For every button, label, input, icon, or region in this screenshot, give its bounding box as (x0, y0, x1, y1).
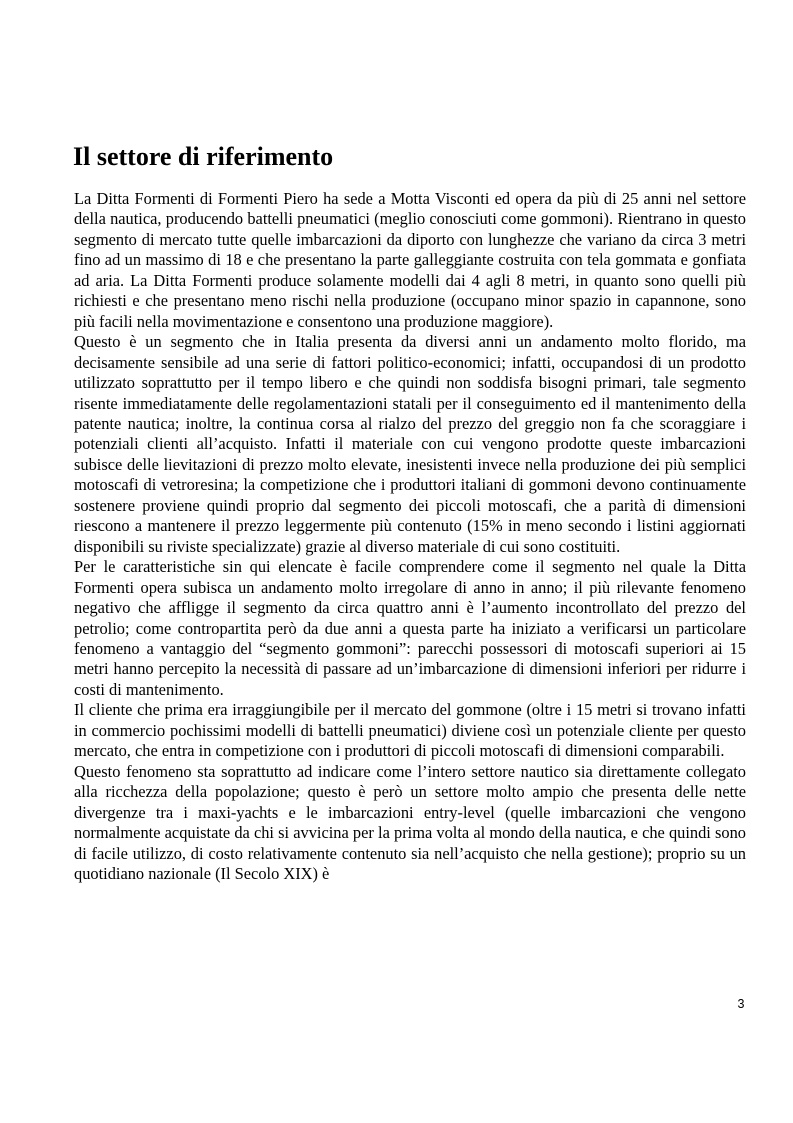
page-number: 3 (737, 997, 745, 1011)
paragraph: Questo fenomeno sta soprattutto ad indicare come l’intero settore nautico sia direttamente collegato alla ricchezza della popolazione; questo è però un settore molto ampio che presenta delle nette divergenze tra i maxi-yachts e le imbarcazioni entry-level (quelle imbarcazioni che vengono normalmente acquistate da chi si avvicina per la prima volta al mondo della nautica, e che quindi sono di facile utilizzo, di costo relativamente contenuto sia nell’acquisto che nella gestione); proprio su un quotidiano nazionale (Il Secolo XIX) è (74, 761, 746, 883)
paragraph: La Ditta Formenti di Formenti Piero ha sede a Motta Visconti ed opera da più di 25 anni nel settore della nautica, producendo battelli pneumatici (meglio conosciuti come gommoni). Rientrano in questo segmento di mercato tutte quelle imbarcazioni da diporto con lunghezze che variano da circa 3 metri fino ad un massimo di 18 e che presentano la parte galleggiante costruita con tela gommata e gonfiata ad aria. La Ditta Formenti produce solamente modelli dai 4 agli 8 metri, in quanto sono quelli più richiesti e che presentano meno rischi nella produzione (occupano minor spazio in capannone, sono più facili nella movimentazione e consentono una produzione maggiore). (74, 189, 746, 331)
paragraph: Questo è un segmento che in Italia presenta da diversi anni un andamento molto florido, ma decisamente sensibile ad una serie di fattori politico-economici; infatti, occupandosi di un prodotto utilizzato soprattutto per il tempo libero e che quindi non soddisfa bisogni primari, tale segmento risente immediatamente delle regolamentazioni statali per il conseguimento ed il mantenimento della patente nautica; inoltre, la continua corsa al rialzo del prezzo del greggio non fa che scoraggiare i potenziali clienti all’acquisto. Infatti il materiale con cui vengono prodotte queste imbarcazioni subisce delle lievitazioni di prezzo molto elevate, inesistenti invece nella produzione dei più semplici motoscafi di vetroresina; la competizione che i produttori italiani di gommoni devono continuamente sostenere proviene quindi proprio dal segmento dei piccoli motoscafi, che a parità di dimensioni riescono a mantenere il prezzo leggermente più contenuto (15% in meno secondo i listini aggiornati disponibili su riviste specializzate) grazie al diverso materiale di cui sono costituiti. (74, 332, 746, 556)
body-text (74, 189, 746, 884)
paragraph: Per le caratteristiche sin qui elencate è facile comprendere come il segmento nel quale la Ditta Formenti opera subisca un andamento molto irregolare di anno in anno; il più rilevante fenomeno negativo che affligge il segmento da circa quattro anni è l’aumento incontrollato del prezzo del petrolio; come contropartita però da due anni a questa parte ha iniziato a verificarsi un particolare fenomeno a vantaggio del “segmento gommoni”: parecchi possessori di motoscafi superiori ai 15 metri hanno percepito la necessità di passare ad un’imbarcazione di dimensioni inferiori per ridurre i costi di mantenimento. (74, 557, 746, 699)
paragraph: Il cliente che prima era irraggiungibile per il mercato del gommone (oltre i 15 metri si trovano infatti in commercio pochissimi modelli di battelli pneumatici) diviene così un potenziale cliente per questo mercato, che entra in competizione con i produttori di piccoli motoscafi di dimensioni comparabili. (74, 700, 746, 761)
section-heading: Il settore di riferimento (73, 142, 334, 171)
